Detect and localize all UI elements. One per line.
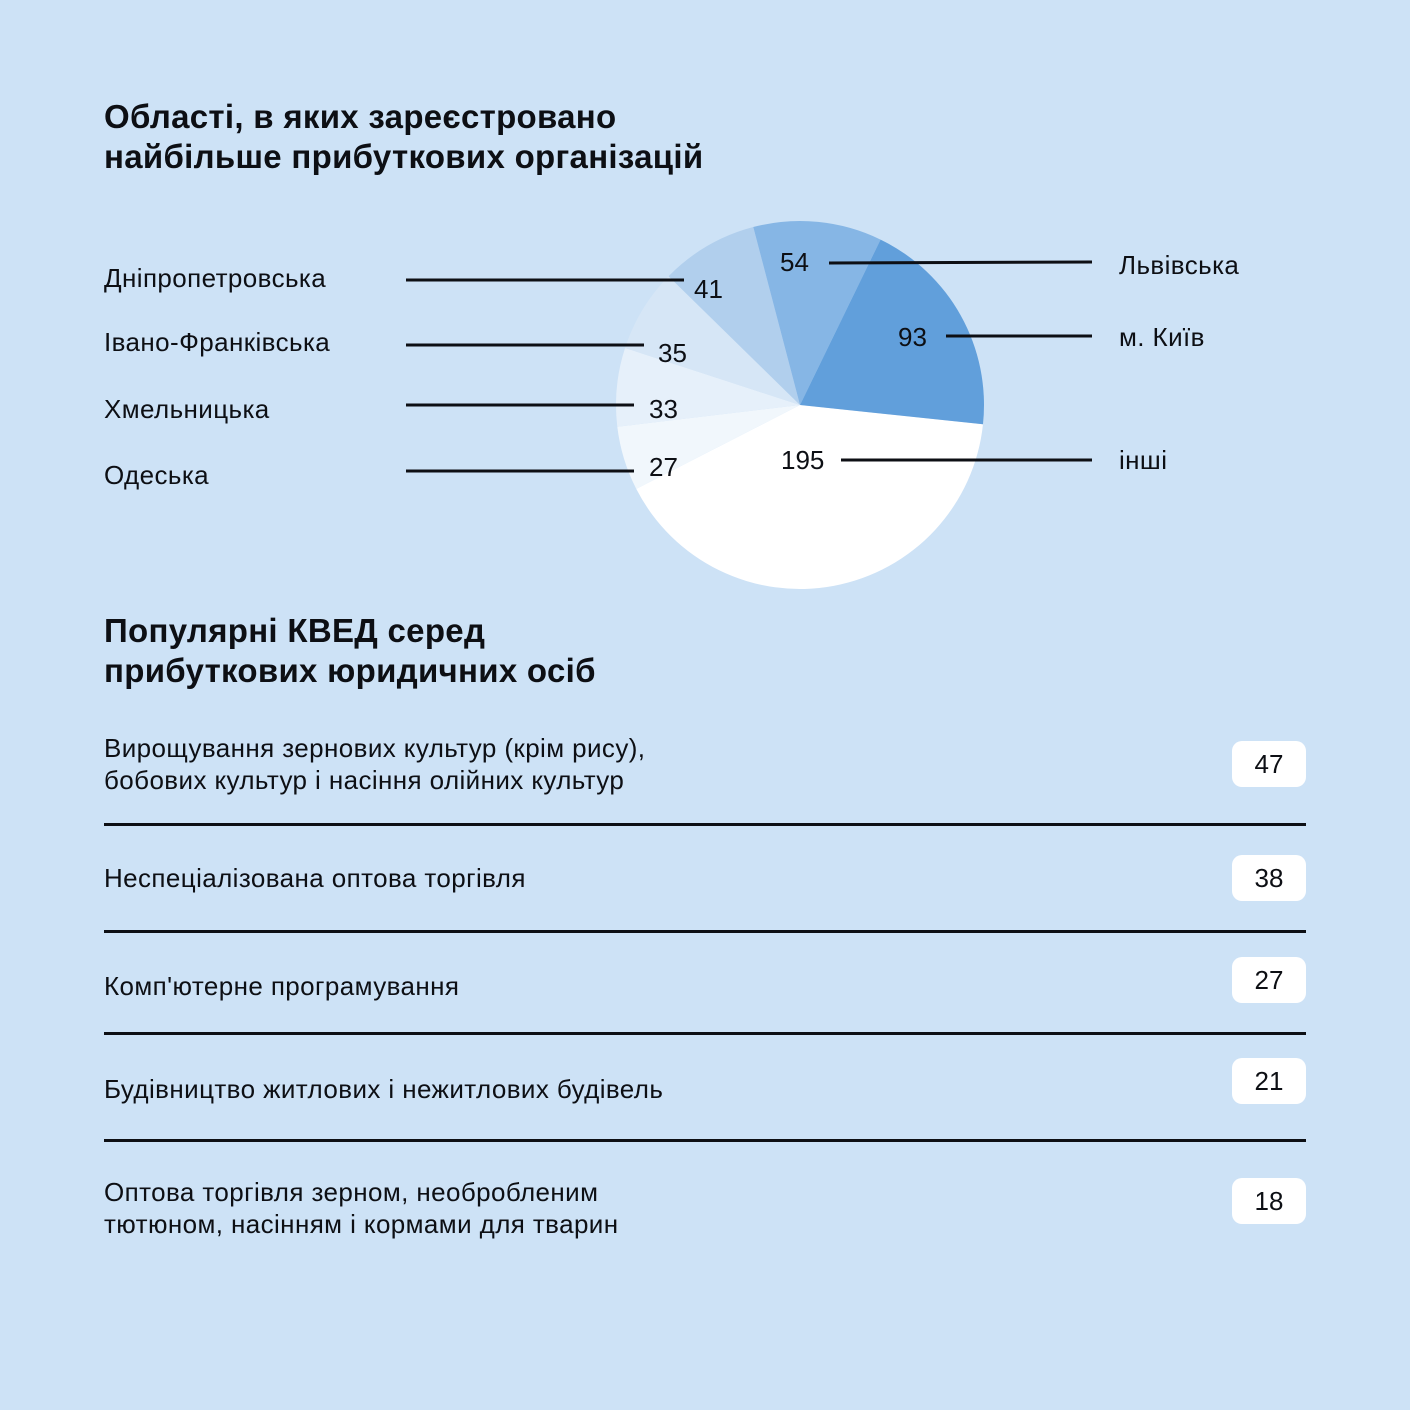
kved-row bbox=[104, 1035, 1306, 1142]
kved-label-line: бобових культур і насіння олійних культур bbox=[104, 764, 625, 795]
slice-value-label: 93 bbox=[898, 322, 927, 352]
slice-region-label: Івано-Франківська bbox=[104, 327, 331, 357]
kved-count-badge: 27 bbox=[1232, 957, 1306, 1003]
kved-row bbox=[104, 826, 1306, 933]
title-line: Популярні КВЕД серед bbox=[104, 612, 486, 649]
kved-label bbox=[104, 732, 645, 796]
kved-row bbox=[104, 1142, 1306, 1260]
slice-region-label: Одеська bbox=[104, 460, 210, 490]
kved-label bbox=[104, 1073, 663, 1105]
kved-label-line: тютюном, насінням і кормами для тварин bbox=[104, 1209, 619, 1239]
kved-label bbox=[104, 1176, 619, 1240]
kved-label-line: Оптова торгівля зерном, необробленим bbox=[104, 1177, 599, 1207]
kved-label bbox=[104, 970, 459, 1002]
kved-row bbox=[104, 722, 1306, 826]
slice-value-label: 41 bbox=[694, 274, 723, 304]
slice-value-label: 27 bbox=[649, 452, 678, 482]
title-line: Області, в яких зареєстровано bbox=[104, 98, 617, 135]
kved-list bbox=[104, 722, 1306, 1260]
kved-label-line: Вирощування зернових культур (крім рису), bbox=[104, 732, 646, 763]
title-line: прибуткових юридичних осіб bbox=[104, 652, 596, 689]
pie-chart bbox=[0, 0, 1410, 600]
title-line: найбільше прибуткових організацій bbox=[104, 138, 704, 175]
kved-row bbox=[104, 933, 1306, 1035]
slice-value-label: 35 bbox=[658, 338, 687, 368]
kved-count-badge: 38 bbox=[1232, 855, 1306, 901]
leader-line bbox=[829, 262, 1092, 263]
kved-section-title bbox=[104, 611, 596, 691]
kved-count-badge: 47 bbox=[1232, 741, 1306, 787]
kved-count-badge: 18 bbox=[1232, 1178, 1306, 1224]
kved-label-line: Неспеціалізована оптова торгівля bbox=[104, 863, 526, 893]
kved-label bbox=[104, 862, 526, 894]
slice-value-label: 33 bbox=[649, 394, 678, 424]
kved-count-badge: 21 bbox=[1232, 1058, 1306, 1104]
slice-region-label: Хмельницька bbox=[104, 394, 270, 424]
slice-region-label: Дніпропетровська bbox=[104, 263, 327, 293]
slice-region-label: інші bbox=[1119, 445, 1168, 475]
slice-value-label: 195 bbox=[781, 445, 825, 475]
kved-label-line: Комп'ютерне програмування bbox=[104, 970, 460, 1001]
slice-value-label: 54 bbox=[780, 247, 809, 277]
slice-region-label: м. Київ bbox=[1119, 322, 1205, 352]
slice-region-label: Львівська bbox=[1119, 250, 1240, 280]
kved-label-line: Будівництво житлових і нежитлових будівель bbox=[104, 1074, 664, 1104]
